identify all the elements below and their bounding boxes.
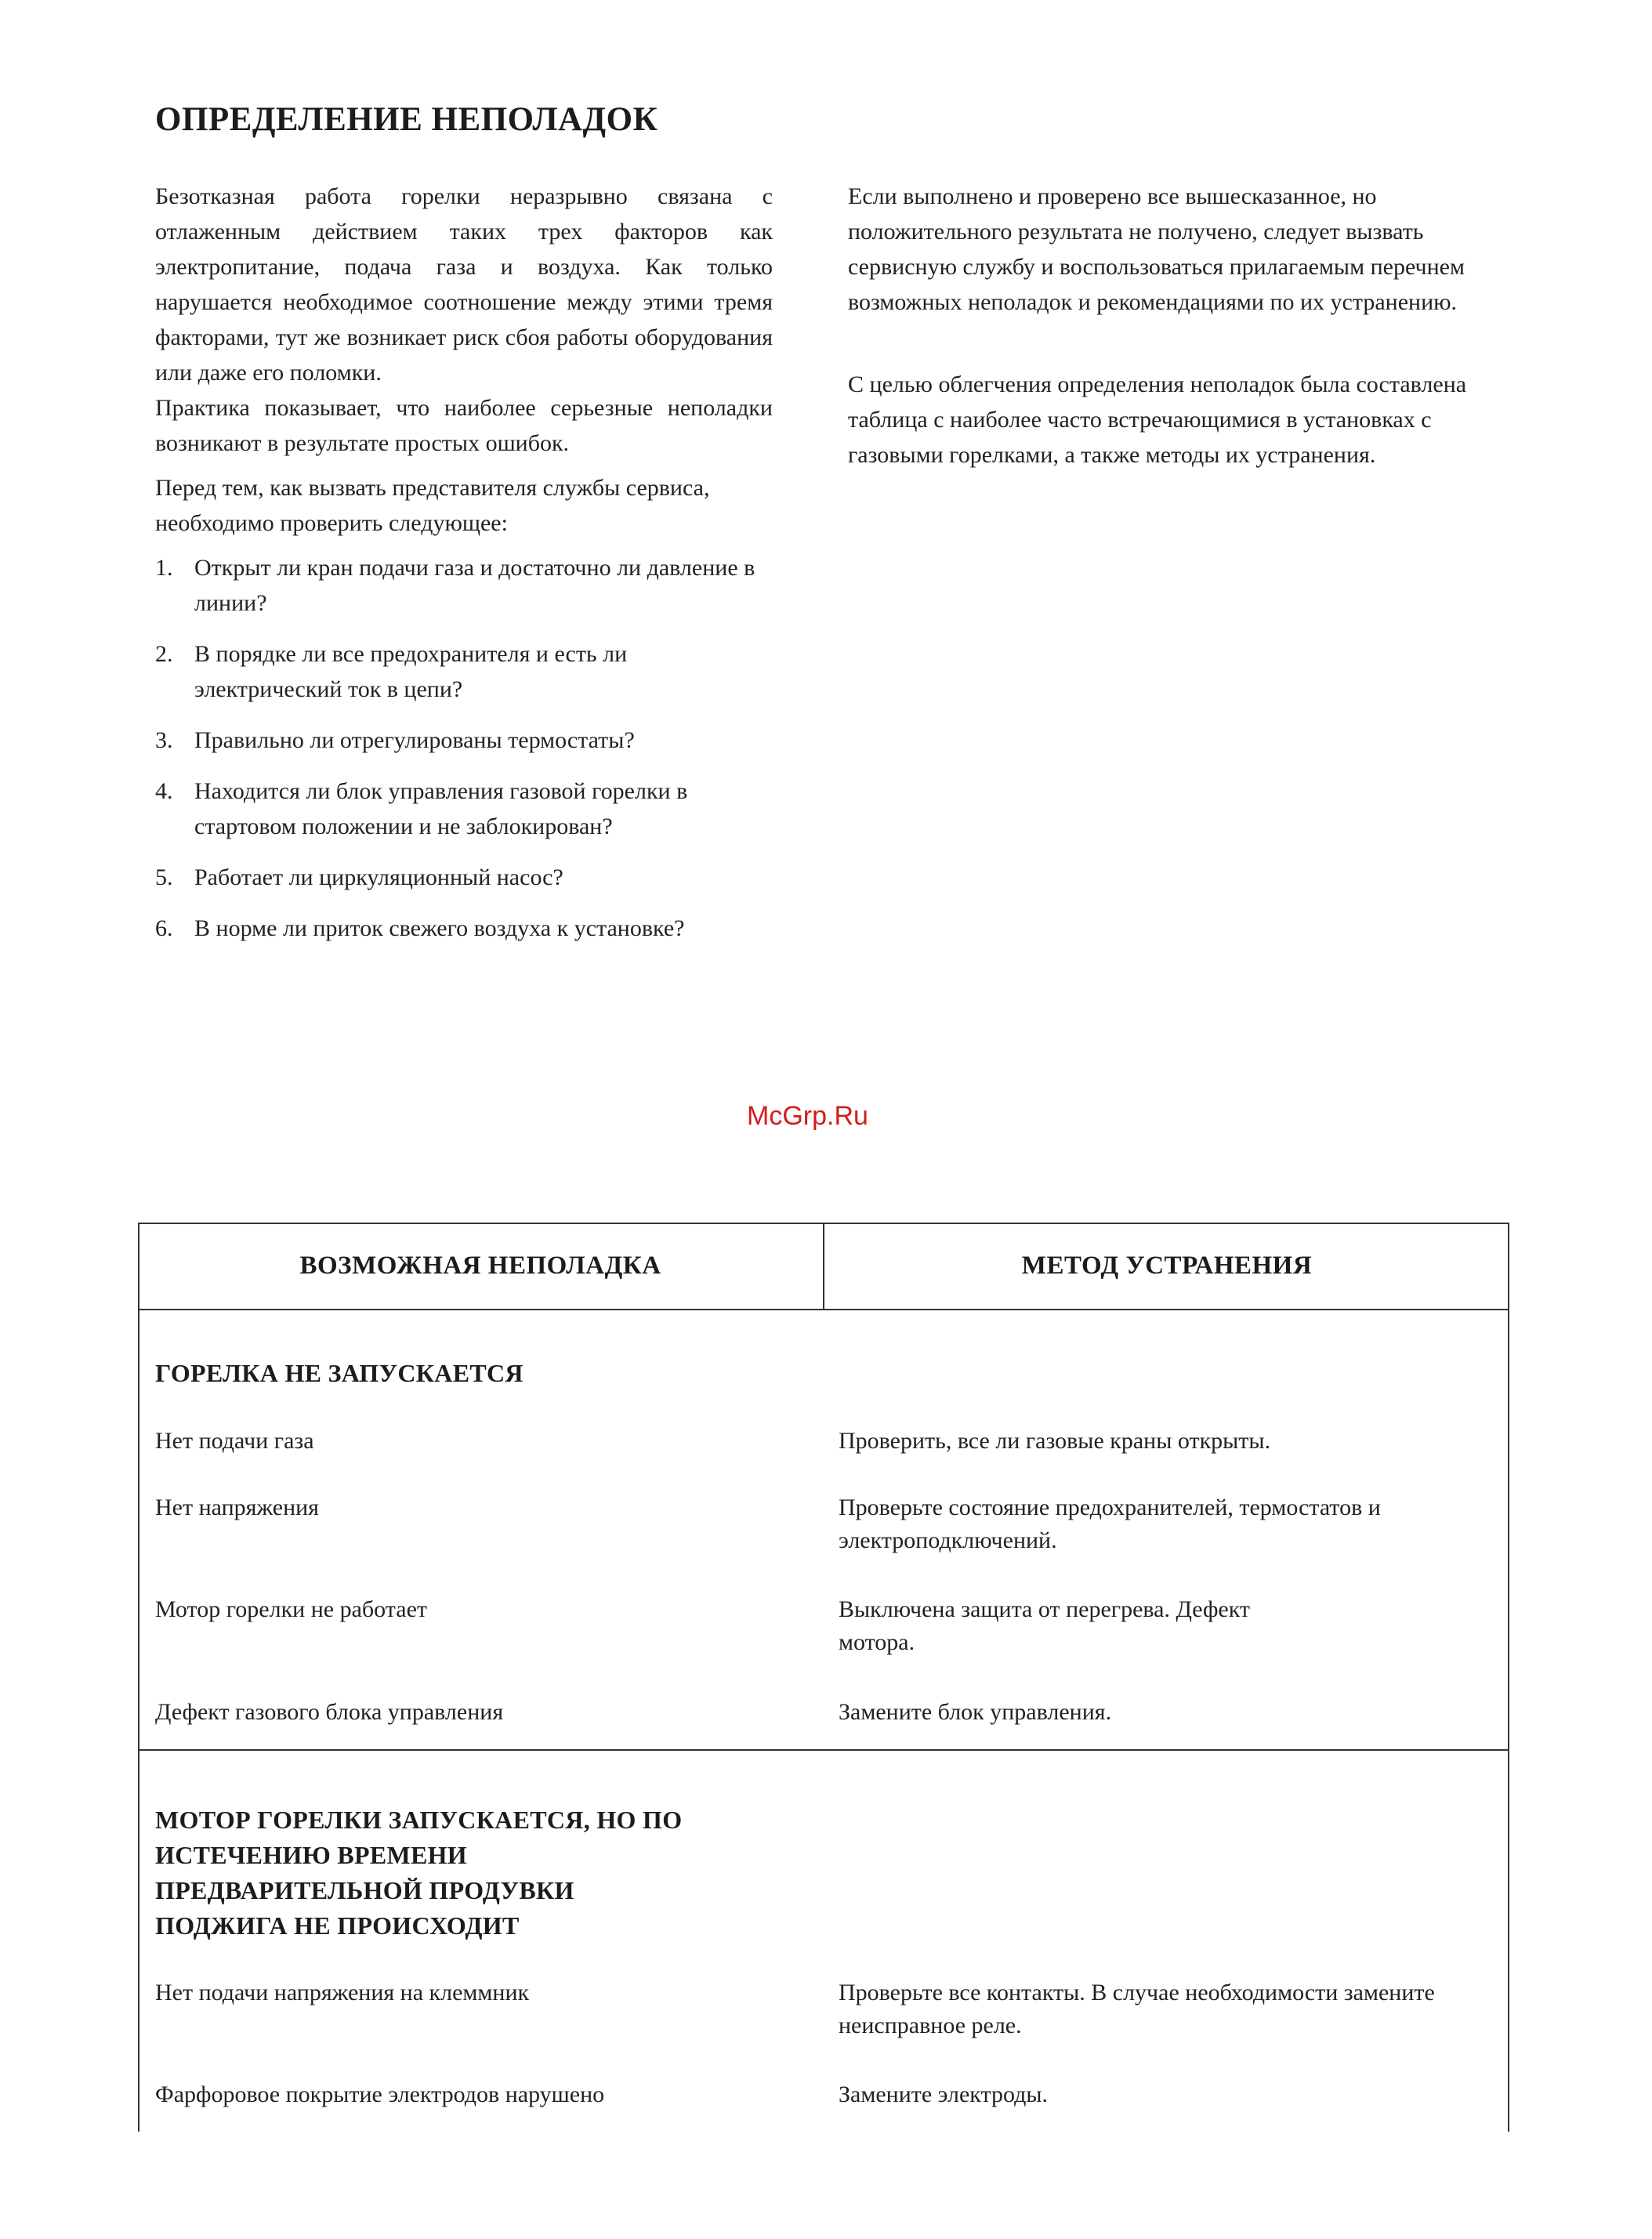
- checklist-item-number: 6.: [155, 915, 173, 941]
- checklist-item-text: Правильно ли отрегулированы термостаты?: [194, 727, 635, 753]
- page-title: ОПРЕДЕЛЕНИЕ НЕПОЛАДОК: [155, 101, 658, 138]
- checklist-item: [155, 911, 773, 946]
- checklist-item-number: 3.: [155, 727, 173, 753]
- checklist-item-number: 5.: [155, 864, 173, 890]
- checklist-item-text: В порядке ли все предохранителя и есть ли электрический ток в цепи?: [194, 641, 628, 702]
- method-cell: Проверить, все ли газовые краны открыты.: [839, 1428, 1271, 1454]
- method-cell: Проверьте состояние предохранителей, термостатов и электроподключений.: [839, 1494, 1381, 1553]
- fault-cell: Нет подачи напряжения на клеммник: [155, 1980, 530, 2005]
- method-cell: Замените блок управления.: [839, 1699, 1112, 1725]
- fault-cell: Дефект газового блока управления: [155, 1699, 504, 1725]
- fault-cell: Мотор горелки не работает: [155, 1596, 427, 1622]
- checklist: [155, 550, 773, 946]
- left-column: [155, 179, 773, 962]
- column-header-method: МЕТОД УСТРАНЕНИЯ: [1021, 1251, 1313, 1280]
- checklist-item: [155, 550, 773, 621]
- checklist-item: [155, 723, 773, 758]
- checklist-item-text: Открыт ли кран подачи газа и достаточно ли давление в линии?: [194, 555, 755, 616]
- troubleshooting-table: [138, 1223, 1509, 2143]
- column-header-fault: ВОЗМОЖНАЯ НЕПОЛАДКА: [299, 1251, 661, 1280]
- table-border-left: [138, 1223, 139, 2132]
- checklist-item-number: 2.: [155, 641, 173, 667]
- fault-cell: Нет напряжения: [155, 1494, 319, 1520]
- section-heading-burner-not-starting: ГОРЕЛКА НЕ ЗАПУСКАЕТСЯ: [155, 1359, 523, 1387]
- method-cell: Выключена защита от перегрева. Дефект мотора.: [839, 1596, 1251, 1655]
- checklist-item: [155, 636, 773, 707]
- checklist-item-text: Работает ли циркуляционный насос?: [194, 864, 563, 890]
- checklist-item: [155, 774, 773, 844]
- right-paragraph-2: С целью облегчения определения неполадок была составлена таблица с наиболее часто встречающимися в установках с газовыми горелками, а также методы их устранения.: [848, 371, 1467, 468]
- section-heading-no-ignition: МОТОР ГОРЕЛКИ ЗАПУСКАЕТСЯ, НО ПО ИСТЕЧЕНИЮ ВРЕМЕНИ ПРЕДВАРИТЕЛЬНОЙ ПРОДУВКИ ПОДЖИГА НЕ ПРОИСХОДИТ: [155, 1806, 683, 1940]
- checklist-item: [155, 860, 773, 895]
- method-cell: Проверьте все контакты. В случае необходимости замените неисправное реле.: [839, 1980, 1435, 2038]
- table-section-rule: [138, 1749, 1509, 1751]
- table-border-right: [1508, 1223, 1509, 2132]
- watermark-text: McGrp.Ru: [747, 1101, 868, 1131]
- table-header-rule: [138, 1309, 1509, 1310]
- intro-paragraph-1: Безотказная работа горелки неразрывно связана с отлаженным действием таких трех факторов как электропитание, подача газа и воздуха. Как только нарушается необходимое соотношение между этими тремя факторами, тут же возникает риск сбоя работы оборудования или даже его поломки.: [155, 183, 773, 386]
- intro-paragraph-2: Практика показывает, что наиболее серьезные неполадки возникают в результате простых ошибок.: [155, 395, 773, 456]
- method-cell: Замените электроды.: [839, 2081, 1049, 2107]
- checklist-item-number: 4.: [155, 778, 173, 804]
- fault-cell: Нет подачи газа: [155, 1428, 314, 1454]
- fault-cell: Фарфоровое покрытие электродов нарушено: [155, 2081, 605, 2107]
- checklist-item-number: 1.: [155, 555, 173, 581]
- checklist-item-text: Находится ли блок управления газовой горелки в стартовом положении и не заблокирован?: [194, 778, 688, 839]
- intro-paragraph-3: Перед тем, как вызвать представителя службы сервиса, необходимо проверить следующее:: [155, 475, 710, 536]
- right-paragraph-1: Если выполнено и проверено все вышесказанное, но положительного результата не получено, следует вызвать сервисную службу и воспользоваться прилагаемым перечнем возможных неполадок и рекомендациями по их устранению.: [848, 183, 1465, 315]
- right-column: [848, 179, 1498, 473]
- checklist-item-text: В норме ли приток свежего воздуха к установке?: [194, 915, 685, 941]
